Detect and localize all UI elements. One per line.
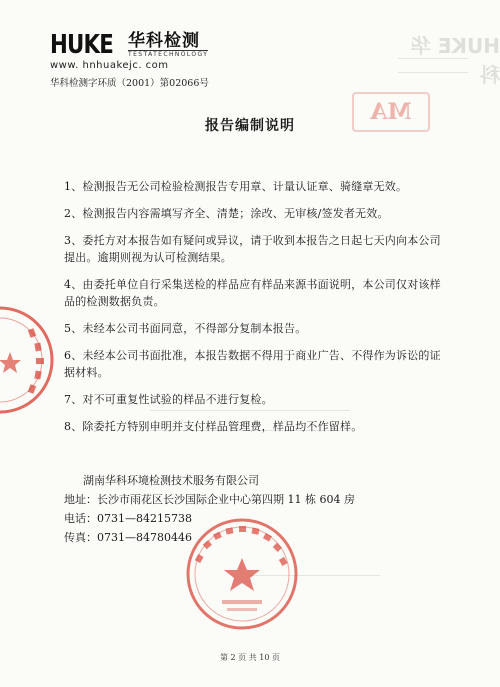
certificate-number: 华科检测字环质（2001）第02066号	[50, 78, 209, 89]
list-item: 2、检测报告内容需填写齐全、清楚；涂改、无审核/签发者无效。	[64, 207, 389, 220]
list-item: 6、未经本公司书面批准，本报告数据不得用于商业广告、不得作为诉讼的证据材料。	[64, 349, 441, 379]
list-item: 3、委托方对本报告如有疑问或异议，请于收到本报告之日起七天内向本公司提出。逾期则视为认可检测结果。	[64, 234, 441, 264]
company-website: www. hnhuakejc. com	[50, 60, 169, 71]
company-phone: 电话：0731—84215738	[64, 512, 192, 525]
page-number: 第 2 页 共 10 页	[220, 653, 280, 662]
page-title: 报告编制说明	[205, 118, 295, 134]
logo-chinese-name: 华科检测	[128, 30, 200, 51]
list-item: 1、检测报告无公司检验检测报告专用章、计量认证章、骑缝章无效。	[64, 180, 408, 193]
bleed-through-line	[398, 58, 468, 59]
bleed-through-logo: HUKE 华科	[410, 34, 500, 87]
logo-english-name: TESTATECHNOLOGY	[128, 50, 209, 58]
ma-certification-mark: MA	[352, 92, 430, 132]
list-item: 5、未经本公司书面同意，不得部分复制本报告。	[64, 322, 307, 335]
company-address: 地址：长沙市雨花区长沙国际企业中心第四期 11 栋 604 房	[64, 493, 355, 506]
company-logo	[50, 30, 208, 60]
list-item: 8、除委托方特别申明并支付样品管理费，样品均不作留样。	[64, 420, 363, 433]
list-item: 4、由委托单位自行采集送检的样品应有样品来源书面说明，本公司仅对该样品的检测数据负责。	[64, 278, 441, 308]
company-fax: 传真：0731—84780446	[64, 531, 192, 544]
bleed-through-line	[398, 72, 468, 73]
bleed-through-line	[250, 575, 380, 576]
list-item: 7、对不可重复性试验的样品不进行复检。	[64, 393, 273, 406]
logo-mark: HUKE	[50, 30, 113, 60]
seam-stamp	[0, 300, 60, 420]
company-seal	[182, 514, 302, 634]
company-name: 湖南华科环境检测技术服务有限公司	[83, 474, 259, 487]
instruction-list	[64, 178, 442, 445]
